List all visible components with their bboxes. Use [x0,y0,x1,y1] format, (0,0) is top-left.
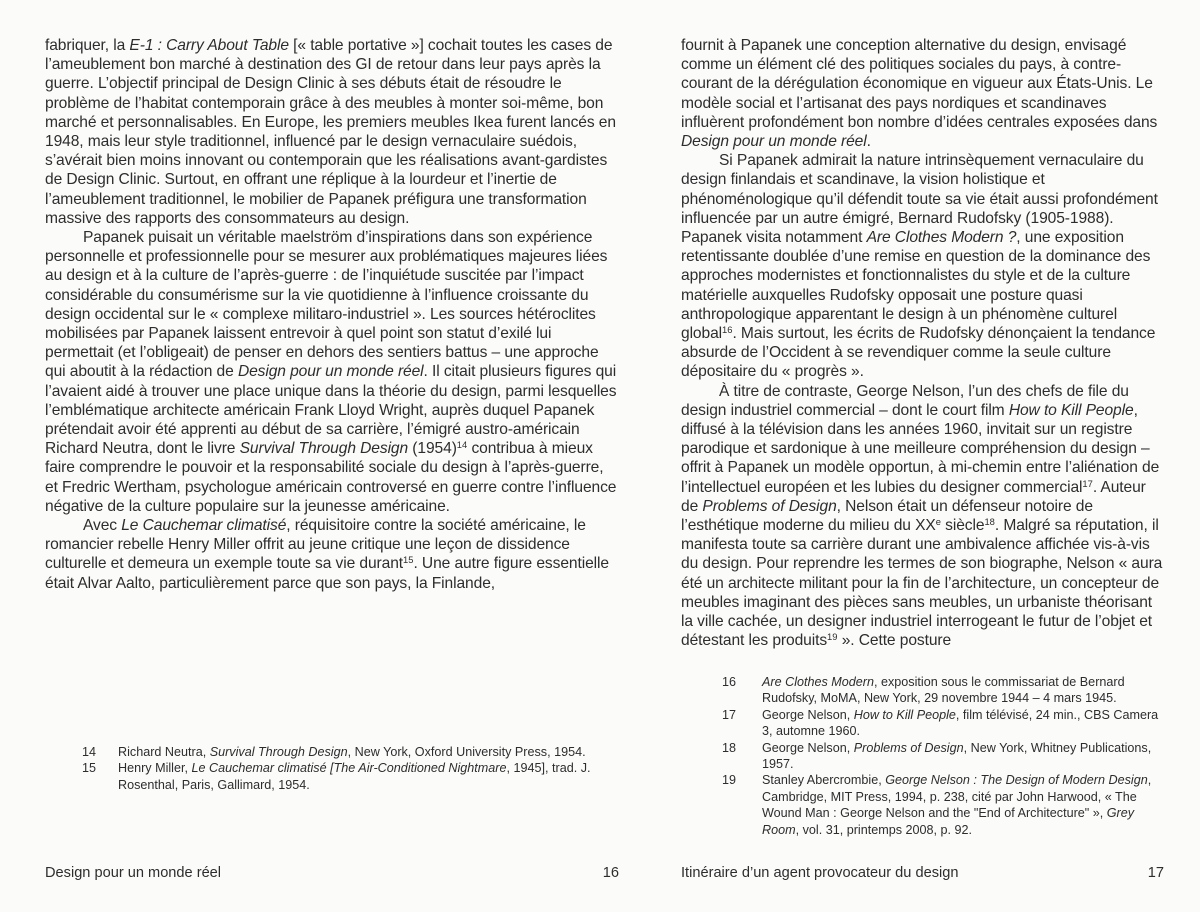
paragraph: Avec Le Cauchemar climatisé, réquisitoire contre la société américaine, le romancier rebelle Henry Miller offrit au jeune critique une leçon de dissidence culturelle et demeura un exemple toute sa vie durant$^{15}$. Une autre figure essentielle était Alvar Aalto, particulièrement parce que son pays, la Finlande, [45,517,609,592]
footnote-number: 14 [82,745,97,759]
page-right-body-text [681,36,1164,651]
page-number-left: 16 [602,865,619,881]
footnote-text: George Nelson, How to Kill People, film télévisé, 24 min., CBS Camera 3, automne 1960. [762,707,1159,739]
footnote-text: Stanley Abercrombie, George Nelson : The Design of Modern Design, Cambridge, MIT Press, 1994, p. 238, cité par John Harwood, « The Wound Man : George Nelson and the "End of Architecture" », Grey Room, vol. 31, printemps 2008, p. 92. [762,773,1152,837]
page-right-footnotes [681,674,1164,838]
footnote-number: 18 [722,740,737,755]
paragraph: Si Papanek admirait la nature intrinsèquement vernaculaire du design finlandais et scandinave, la vision holistique et phénoménologique qu’il défendit toute sa vie était aussi profondément influencée par un autre émigré, Bernard Rudofsky (1905-1988). Papanek visita notamment Are Clothes Modern ?, une exposition retentissante doublée d’une remise en question de la dominance des approches modernistes et fonctionnalistes du style et de la culture matérielle auxquelles Rudofsky opposait une posture quasi anthropologique apparentant le design à un phénomène culturel global$^{16}$. Mais surtout, les écrits de Rudofsky dénonçaient la tendance absurde de l’Occident à se revendiquer comme la seule culture dépositaire du « progrès ». [681,152,1158,381]
footnote-number: 17 [722,707,737,722]
footnote-text: Richard Neutra, Survival Through Design, New York, Oxford University Press, 1954. [118,745,586,759]
footnote-text: Are Clothes Modern, exposition sous le commissariat de Bernard Rudofsky, MoMA, New York, 29 novembre 1944 – 4 mars 1945. [762,675,1125,706]
footnote [681,674,1164,707]
footnote [681,707,1164,740]
footnote-text: Henry Miller, Le Cauchemar climatisé [The Air-Conditioned Nightmare, 1945], trad. J. Rosenthal, Paris, Gallimard, 1954. [118,761,591,792]
footnote-number: 16 [722,675,737,689]
running-title-left: Design pour un monde réel [45,865,222,881]
footnote-number: 15 [82,761,97,776]
running-title-right: Itinéraire d’un agent provocateur du design [681,865,959,881]
page-left-running-footer [45,864,619,882]
page-right-running-footer [681,864,1164,882]
paragraph: fournit à Papanek une conception alternative du design, envisagé comme un élément clé des politiques sociales du pays, à contre-courant de la dérégulation économique en vigueur aux États-Unis. Le modèle social et l’artisanat des pays nordiques et scandinaves influèrent profondément bon nombre d’idées centrales exposées dans Design pour un monde réel. [681,37,1158,151]
paragraph: fabriquer, la E-1 : Carry About Table [« table portative »] cochait toutes les cases de l’ameublement bon marché à destination des GI de retour dans leur pays après la guerre. L’objectif principal de Design Clinic à ses débuts était de résoudre le problème de l’habitat contemporain grâce à des meubles à monter soi-même, bon marché et personnalisables. En Europe, les premiers meubles Ikea furent lancés en 1948, mais leur style traditionnel, influencé par le design vernaculaire suédois, s’avérait bien moins innovant ou contemporain que les réalisations avant-gardistes de Design Clinic. Surtout, en offrant une réplique à la lourdeur et l’inertie de l’ameublement traditionnel, le mobilier de Papanek préfigura une transformation massive des rapports des consommateurs au design. [45,37,616,227]
footnote [681,740,1164,773]
footnote [681,772,1164,838]
footnote-text: George Nelson, Problems of Design, New York, Whitney Publications, 1957. [762,740,1152,772]
footnote-number: 19 [722,773,737,788]
footnote [45,760,619,793]
page-left-footnotes [45,744,619,793]
paragraph: Papanek puisait un véritable maelström d’inspirations dans son expérience personnelle et professionnelle pour se mesurer aux problématiques majeures liées au design et à la culture de l’après-guerre : de l’inquiétude suscitée par l’impact considérable du consumérisme sur la vie quotidienne à l’influence croissante du design occidental sur le « complexe militaro-industriel ». Les sources hétéroclites mobilisées par Papanek laissent entrevoir à quel point son statut d’exilé lui permettait (et l’obligeait) de penser en dehors des sentiers battus – une approche qui aboutit à la rédaction de Design pour un monde réel. Il citait plusieurs figures qui l’avaient aidé à trouver une place unique dans la théorie du design, parmi lesquelles l’emblématique architecte américain Frank Lloyd Wright, auprès duquel Papanek prétendait avoir été apprenti au début de sa carrière, l’émigré austro-américain Richard Neutra, dont le livre Survival Through Design $(1954)^{14}$ contribua à mieux faire comprendre le pouvoir et la responsabilité sociale du design à l’après-guerre, et Fredric Wertham, psychologue américain controversé en guerre contre l’influence négative de la culture populaire sur la jeunesse américaine. [45,229,617,515]
page-left-body-text [45,36,619,593]
paragraph: À titre de contraste, George Nelson, l’un des chefs de file du design industriel commercial – dont le court film How to Kill People, diffusé à la télévision dans les années 1960, invitait sur un registre parodique et sardonique à une meilleure compréhension du design – offrit à Papanek un modèle opportun, à mi-chemin entre l’aliénation de l’intellectuel européen et les lubies du designer commercial$^{17}$. Auteur de Problems of Design, Nelson était un défenseur notoire de l’esthétique moderne du milieu du XXe siècle$^{18}$. Malgré sa réputation, il manifesta toute sa carrière durant une ambivalence affichée vis-à-vis du design. Pour reprendre les termes de son biographe, Nelson « aura été un architecte militant pour la fin de l’architecture, un concepteur de meubles imaginant des pièces sans meubles, un urbaniste théorisant la ville cachée, un designer industriel interrogeant le futur de l’objet et détestant les produits$^{19}$ ». Cette posture [681,382,1163,650]
footnote [45,744,619,760]
page-number-right: 17 [1147,865,1164,881]
page-left [45,36,619,896]
page-right [681,36,1164,896]
